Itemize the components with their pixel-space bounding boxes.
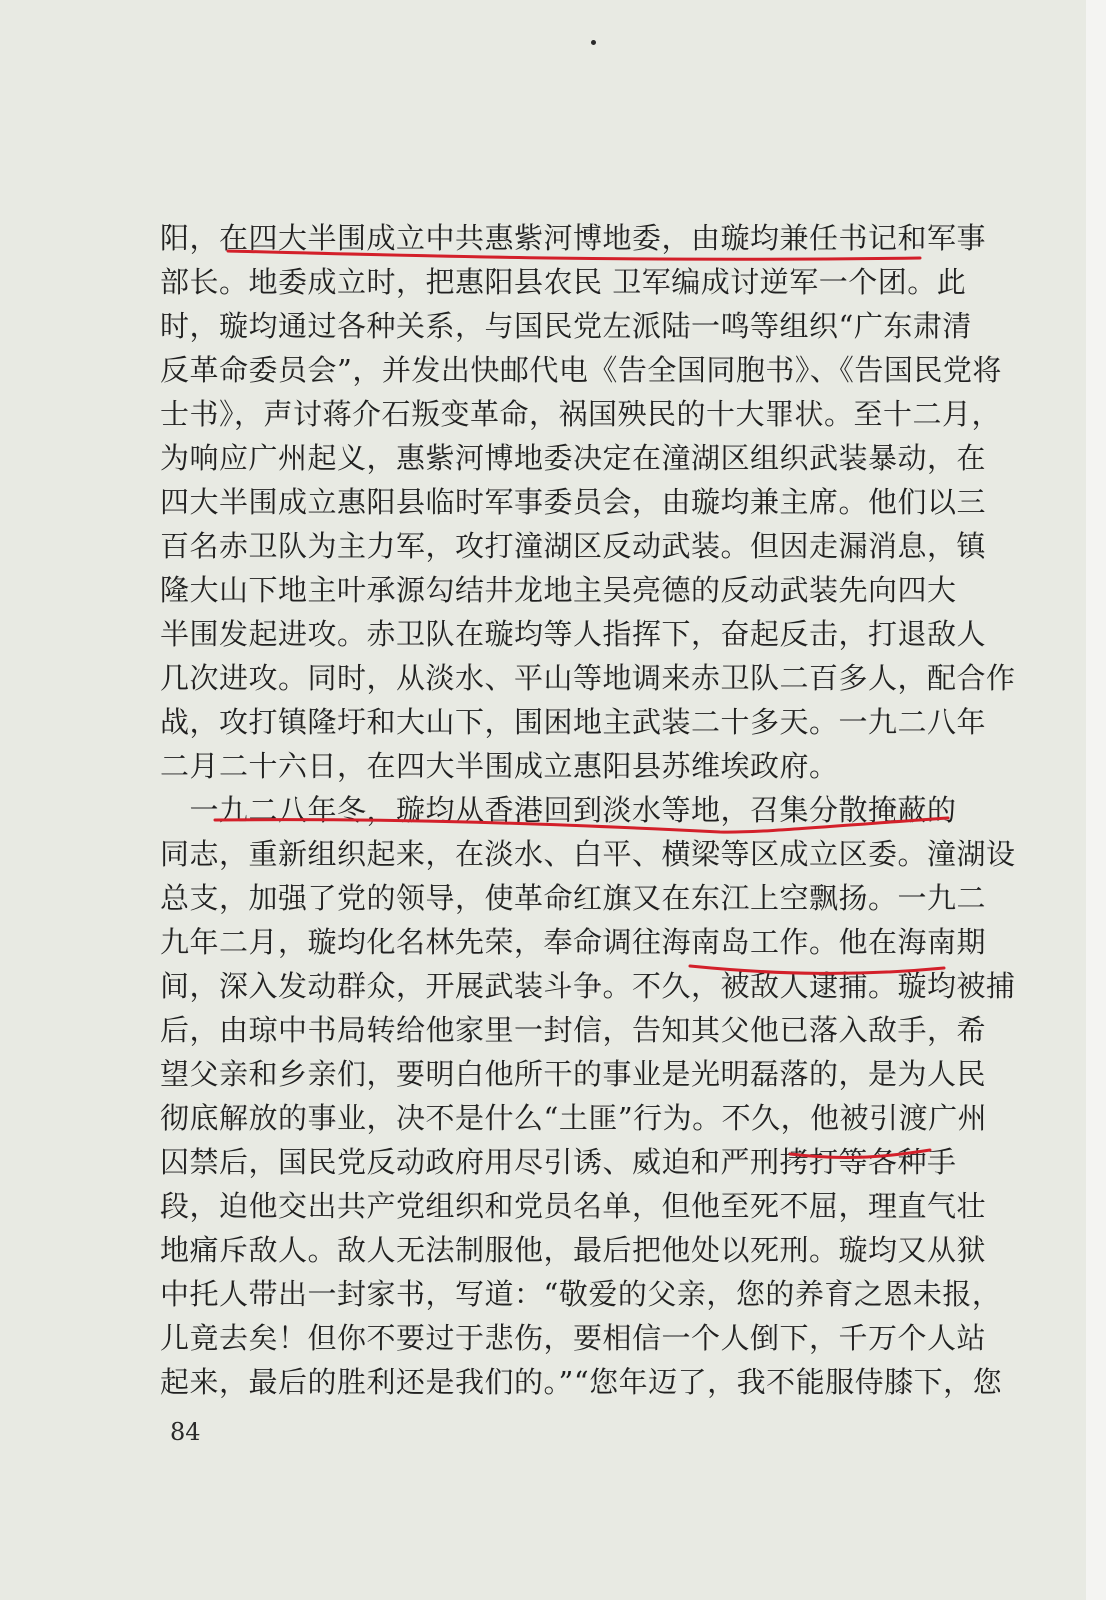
text-line: 地痛斥敌人。敌人无法制服他，最后把他处以死刑。璇均又从狱: [160, 1233, 987, 1267]
text-line: 九年二月，璇均化名林先荣，奉命调往海南岛工作。他在海南期: [160, 925, 987, 959]
text-line: 囚禁后，国民党反动政府用尽引诱、威迫和严刑拷打等各种手: [160, 1145, 957, 1179]
text-line: 隆大山下地主叶承源勾结井龙地主吴亮德的反动武装先向四大: [160, 573, 957, 607]
text-line: 士书》，声讨蒋介石叛变革命，祸国殃民的十大罪状。至十二月，: [160, 397, 1002, 431]
text-line: 为响应广州起义，惠紫河博地委决定在潼湖区组织武装暴动，在: [160, 441, 987, 475]
text-line: 儿竟去矣！但你不要过于悲伤，要相信一个人倒下，千万个人站: [160, 1321, 987, 1355]
text-line: 二月二十六日，在四大半围成立惠阳县苏维埃政府。: [160, 749, 839, 783]
text-line: 四大半围成立惠阳县临时军事委员会，由璇均兼主席。他们以三: [160, 485, 987, 519]
text-line: 时，璇均通过各种关系，与国民党左派陆一鸣等组织“广东肃清: [160, 309, 972, 343]
text-line: 后，由琼中书局转给他家里一封信，告知其父他已落入敌手，希: [160, 1013, 987, 1047]
text-line: 半围发起进攻。赤卫队在璇均等人指挥下，奋起反击，打退敌人: [160, 617, 987, 651]
text-line: 战，攻打镇隆圩和大山下，围困地主武装二十多天。一九二八年: [160, 705, 987, 739]
text-line: 段，迫他交出共产党组织和党员名单，但他至死不屈，理直气壮: [160, 1189, 987, 1223]
page-number: 84: [170, 1418, 201, 1446]
ink-dot-mark: [591, 40, 596, 45]
text-line: 部长。地委成立时，把惠阳县农民 卫军编成讨逆军一个团。此: [160, 265, 967, 299]
page-edge: [1086, 0, 1106, 1600]
text-line: 几次进攻。同时，从淡水、平山等地调来赤卫队二百多人，配合作: [160, 661, 1016, 695]
text-line: 百名赤卫队为主力军，攻打潼湖区反动武装。但因走漏消息，镇: [160, 529, 987, 563]
text-line: 同志，重新组织起来，在淡水、白平、横梁等区成立区委。潼湖设: [160, 837, 1016, 871]
text-line: 反革命委员会”，并发出快邮代电《告全国同胞书》、《告国民党将: [160, 353, 1002, 387]
text-line: 望父亲和乡亲们，要明白他所干的事业是光明磊落的，是为人民: [160, 1057, 987, 1091]
text-line: 彻底解放的事业，决不是什么“土匪”行为。不久，他被引渡广州: [160, 1101, 988, 1135]
text-line: 中托人带出一封家书，写道：“敬爱的父亲，您的养育之恩未报，: [160, 1277, 1002, 1311]
text-line: 间，深入发动群众，开展武装斗争。不久，被敌人逮捕。璇均被捕: [160, 969, 1016, 1003]
text-line: 起来，最后的胜利还是我们的。”“您年迈了，我不能服侍膝下，您: [160, 1365, 1003, 1399]
paragraph-start-line: 一九二八年冬，璇均从香港回到淡水等地，召集分散掩蔽的: [160, 793, 957, 827]
text-line: 阳，在四大半围成立中共惠紫河博地委，由璇均兼任书记和军事: [160, 221, 987, 255]
text-line: 总支，加强了党的领导，使革命红旗又在东江上空飘扬。一九二: [160, 881, 987, 915]
